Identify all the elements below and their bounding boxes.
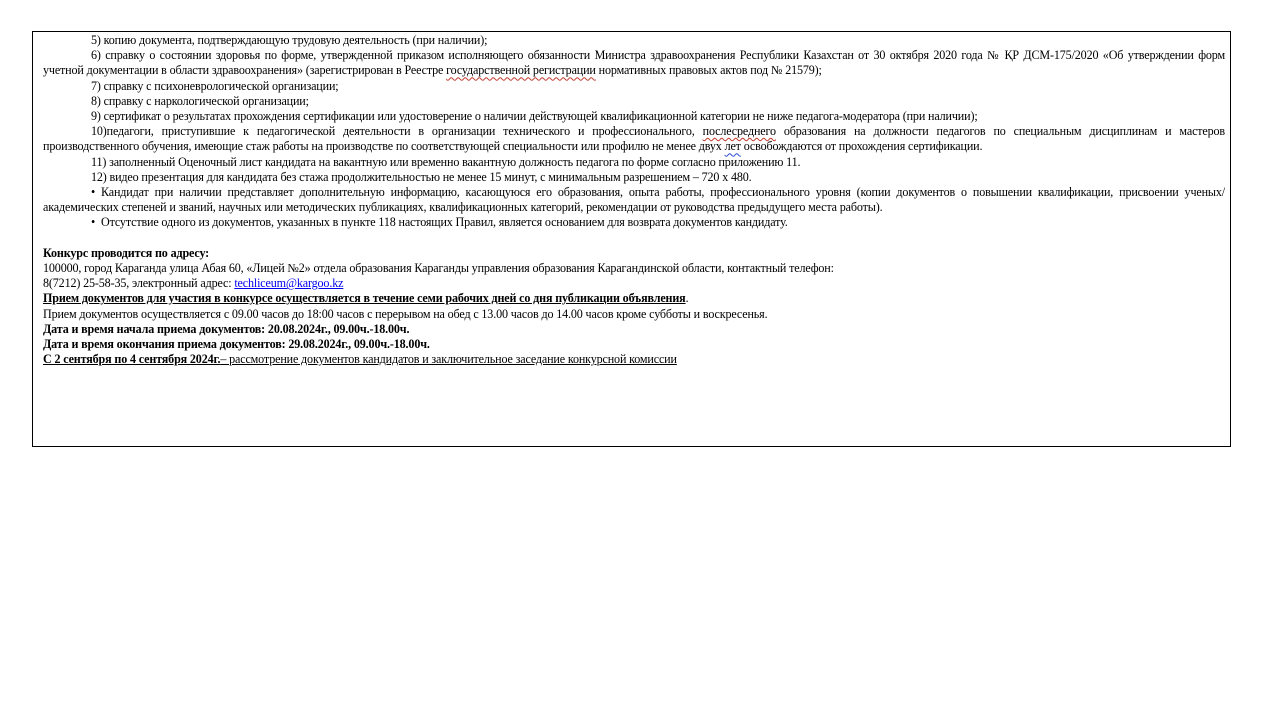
requirement-item-5: 5) копию документа, подтверждающую трудовую деятельность (при наличии); (91, 33, 488, 47)
bullet-additional-info (43, 185, 1225, 215)
requirement-item-7: 7) справку с психоневрологической организации; (91, 78, 339, 93)
requirement-item-8: 8) справку с наркологической организации; (91, 93, 309, 108)
review-dates-text: – рассмотрение документов кандидатов и заключительное заседание конкурсной комиссии (220, 352, 677, 367)
grammar-underlined-word: лет (724, 139, 741, 154)
bullet-icon (91, 215, 101, 229)
phone-email-label: 8(7212) 25-58-35, электронный адрес: (43, 276, 235, 291)
bullet-missing-documents-text: Отсутствие одного из документов, указанных в пункте 118 настоящих Правил, является основанием для возврата документов кандидату. (101, 215, 788, 230)
requirement-item-11: 11) заполненный Оценочный лист кандидата на вакантную или временно вакантную должность педагога по форме согласно приложению 11. (91, 154, 801, 169)
bullet-additional-info-text: Кандидат при наличии представляет дополнительную информацию, касающуюся его образования, опыта работы, профессионального уровня (копии документов о повышении квалификации, присвоении ученых/академических степеней и званий, научных или методических публикациях, квалификационных категорий, рекомендации от руководства предыдущего места работы). (43, 185, 1225, 215)
review-dates-bold: С 2 сентября по 4 сентября 2024г. (43, 352, 221, 367)
spellcheck-underlined-word: послесреднего (702, 124, 776, 139)
requirement-item-10-text: 10)педагоги, приступившие к педагогической деятельности в организации технического и профессионального, (91, 124, 703, 139)
bullet-icon (91, 185, 101, 199)
requirement-item-6 (43, 48, 1225, 78)
acceptance-heading-period: . (685, 291, 689, 306)
blank-line (43, 231, 1225, 246)
address-line: 100000, город Караганда улица Абая 60, «Лицей №2» отдела образования Караганды управления образования Карагандинской области, контактный телефон: (43, 261, 834, 276)
acceptance-heading-line (43, 291, 1225, 306)
address-heading: Конкурс проводится по адресу: (43, 245, 210, 260)
requirement-item-6-text: 6) справку о состоянии здоровья по форме, утвержденной приказом исполняющего обязанности Министра здравоохранения Республики Казахстан от 30 октября 2020 года № ҚР ДСМ-175/2020 «Об утверждении форм учетной документации в области здравоохранения» (зарегистрирован в Реестре (43, 48, 1225, 78)
requirement-item-12: 12) видео презентация для кандидата без стажа продолжительностью не менее 15 минут, с минимальным разрешением – 720 x 480. (91, 169, 752, 184)
bullet-missing-documents (43, 215, 1225, 230)
requirement-item-6-text-end: нормативных правовых актов под № 21579); (595, 63, 822, 78)
start-date: Дата и время начала приема документов: 20.08.2024г., 09.00ч.-18.00ч. (43, 321, 410, 336)
email-link[interactable]: techliceum@kargoo.kz (234, 276, 344, 291)
contact-line (43, 276, 1225, 291)
acceptance-hours: Прием документов осуществляется с 09.00 часов до 18:00 часов с перерывом на обед с 13.00 часов до 14.00 часов кроме субботы и воскресенья. (43, 306, 768, 321)
requirement-item-10-text-end: освобождаются от прохождения сертификации. (740, 139, 983, 154)
end-date: Дата и время окончания приема документов: 29.08.2024г., 09.00ч.-18.00ч. (43, 337, 430, 352)
requirement-item-10-text-mid: образования на должности педагогов по специальным дисциплинам и мастеров производственного обучения, имеющие стаж работы на производстве по соответствующей специальности или профилю не менее двух (43, 124, 1225, 154)
review-dates (43, 352, 1225, 367)
announcement-document (32, 31, 1231, 447)
requirement-item-10 (43, 124, 1225, 154)
requirement-item-9: 9) сертификат о результатах прохождения сертификации или удостоверение о наличии действующей квалификационной категории не ниже педагога-модератора (при наличии); (91, 109, 978, 124)
spellcheck-underlined-word: государственной регистрации (446, 63, 596, 78)
acceptance-heading: Прием документов для участия в конкурсе осуществляется в течение семи рабочих дней со дня публикации объявления (43, 291, 686, 306)
